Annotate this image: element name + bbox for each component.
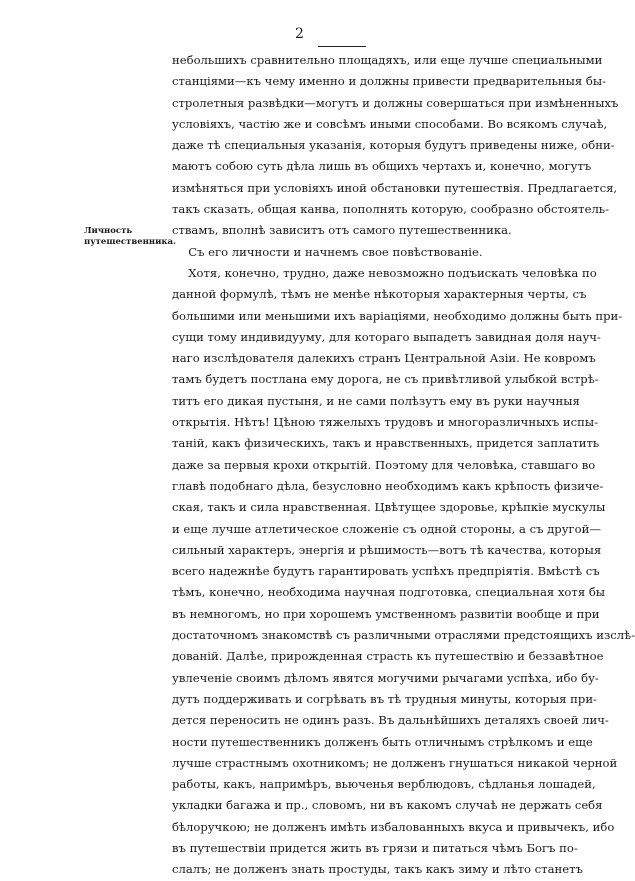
text-line: измѣняться при условіяхъ иной обстановки путешествія. Предлагается, [172,180,618,195]
text-line: работы, какъ, напримѣръ, вьюченья верблюдовъ, сѣдланья лошадей, [172,777,596,792]
text-line: условіяхъ, частію же и совсѣмъ иными способами. Во всякомъ случаѣ, [172,116,608,131]
paragraph-2 [172,242,527,263]
text-line: Хотя, конечно, трудно, даже невозможно подъискать человѣка по [188,265,597,280]
paragraph-3 [172,263,635,881]
text-line: таній, какъ физическихъ, такъ и нравственныхъ, придется заплатить [172,436,600,451]
text-line: укладки багажа и пр., словомъ, ни въ какомъ случаѣ не держать себя [172,798,603,813]
text-line: всего надежнѣе будутъ гарантировать успѣхъ предпріятія. Вмѣстѣ съ [172,564,600,579]
text-line: даже за первыя крохи открытій. Поэтому для человѣка, ставшаго во [172,457,596,472]
text-line: сильный характеръ, энергія и рѣшимость—вотъ тѣ качества, которыя [172,542,602,557]
page-number-rule [318,46,366,47]
text-line: титъ его дикая пустыня, и не сами полѣзутъ ему въ руки научныя [172,393,580,408]
text-line: въ немногомъ, но при хорошемъ умственномъ развитіи вообще и при [172,606,600,621]
text-line: большими или меньшими ихъ варіаціями, необходимо должны быть при- [172,308,623,323]
text-line: слалъ; не долженъ знать простуды, такъ какъ зиму и лѣто станетъ [172,862,583,877]
text-line: тамъ будетъ постлана ему дорога, не съ привѣтливой улыбкой встрѣ- [172,372,599,387]
text-line: и еще лучше атлетическое сложеніе съ одной стороны, а съ другой— [172,521,601,536]
text-line: данной формулѣ, тѣмъ не менѣе нѣкоторыя характерныя черты, съ [172,287,587,302]
text-line: лучше страстнымъ охотникомъ; не долженъ гнушаться никакой черной [172,755,618,770]
text-line: ская, такъ и сила нравственная. Цвѣтущее здоровье, крѣпкіе мускулы [172,500,606,515]
text-line: наго изслѣдователя далекихъ странъ Центральной Азіи. Не ковромъ [172,351,596,366]
margin-note: Личность путешественника. [84,226,176,247]
text-line: такъ сказать, общая канва, пополнять которую, сообразно обстоятель- [172,202,610,217]
text-line: дованій. Далѣе, прирожденная страсть къ путешествію и беззавѣтное [172,649,604,664]
text-line: увлеченіе своимъ дѣломъ явятся могучими рычагами успѣха, ибо бу- [172,670,599,685]
text-line: въ путешествіи придется жить въ грязи и питаться чѣмъ Богъ по- [172,840,578,855]
text-line: небольшихъ сравнительно площадяхъ, или еще лучше специальными [172,53,603,67]
text-line: достаточномъ знакомствѣ съ различными отраслями предстоящихъ изслѣ- [172,628,635,643]
page-number: 2 [295,26,305,42]
text-line: даже тѣ специальныя указанія, которыя будутъ приведены ниже, обни- [172,138,615,153]
text-line: бѣлоручкою; не долженъ имѣть избалованныхъ вкуса и привычекъ, ибо [172,819,615,834]
text-line: станціями—къ чему именно и должны привести предварительныя бы- [172,74,607,89]
paragraph-1 [172,50,619,242]
text-line: сущи тому индивидууму, для котораго выпадетъ завидная доля науч- [172,329,601,344]
text-line: ствамъ, вполнѣ зависитъ отъ самого путешественника. [172,223,512,238]
text-line: главѣ подобнаго дѣла, безусловно необходимъ какъ крѣпость физиче- [172,478,604,493]
text-line: Съ его личности и начнемъ свое повѣствованіе. [188,244,483,259]
text-line: дется переносить не одинъ разъ. Въ дальнѣйшихъ деталяхъ своей лич- [172,713,609,728]
text-line: открытія. Нѣтъ! Цѣною тяжелыхъ трудовъ и многоразличныхъ испы- [172,415,598,430]
text-line: стролетныя развѣдки—могутъ и должны совершаться при измѣненныхъ [172,95,619,110]
text-line: маютъ собою суть дѣла лишь въ общихъ чертахъ и, конечно, могутъ [172,159,592,174]
text-line: тѣмъ, конечно, необходима научная подготовка, специальная хотя бы [172,585,606,600]
body-text [172,50,635,881]
text-line: дутъ поддерживать и согрѣвать въ тѣ трудныя минуты, которыя при- [172,691,597,706]
text-line: ности путешественникъ долженъ быть отличнымъ стрѣлкомъ и еще [172,734,593,749]
